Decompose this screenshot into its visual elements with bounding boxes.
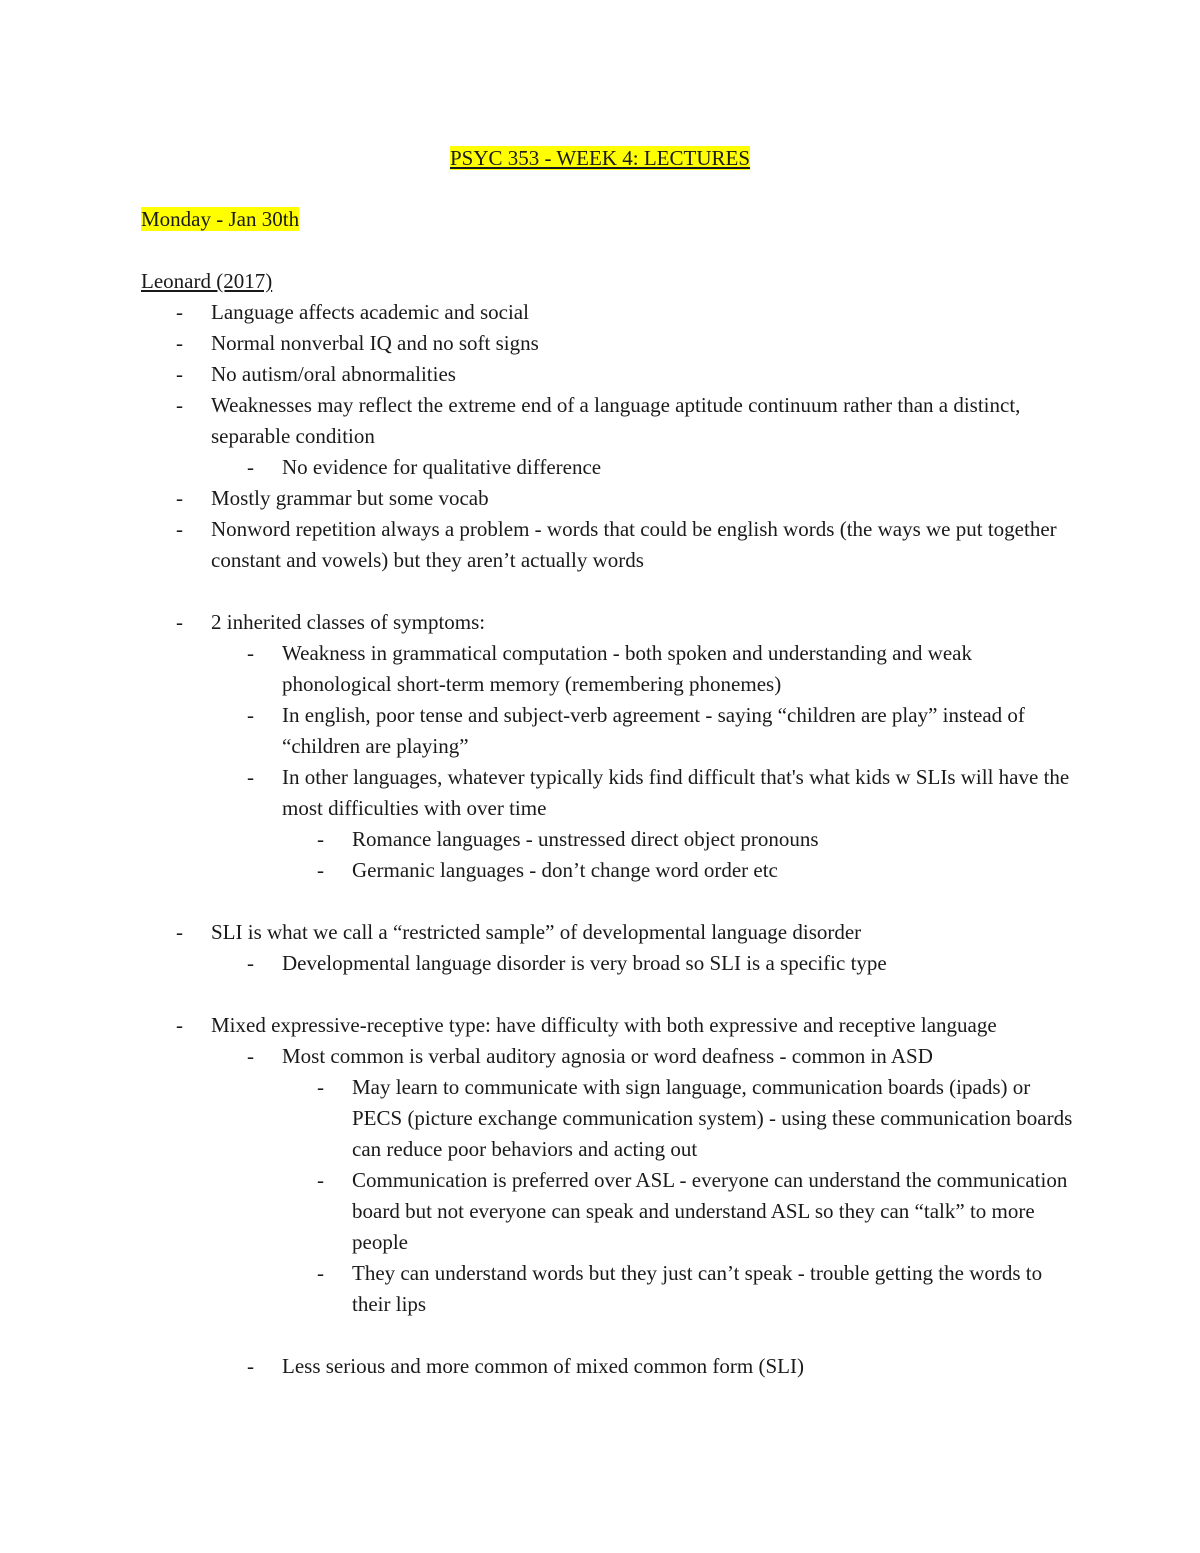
bullet-dash: - — [247, 1044, 254, 1068]
list-item-text: Less serious and more common of mixed common form (SLI) — [282, 1354, 804, 1378]
bullet-dash: - — [176, 920, 183, 944]
list-item — [141, 917, 1081, 948]
bullet-dash: - — [247, 455, 254, 479]
blank-line — [141, 886, 1081, 917]
date-heading — [141, 204, 299, 235]
bullet-dash: - — [247, 641, 254, 665]
list-item — [141, 700, 1081, 762]
list-item-text: Developmental language disorder is very broad so SLI is a specific type — [282, 951, 887, 975]
list-item-text: Nonword repetition always a problem - words that could be english words (the ways we put together constant and vowels) but they aren’t actually words — [211, 517, 1057, 572]
list-item-text: Mostly grammar but some vocab — [211, 486, 489, 510]
list-item — [141, 1041, 1081, 1072]
list-item — [141, 359, 1081, 390]
bullet-dash: - — [317, 1261, 324, 1285]
list-item-text: Most common is verbal auditory agnosia or word deafness - common in ASD — [282, 1044, 933, 1068]
list-item-text: In english, poor tense and subject-verb agreement - saying “children are play” instead of “children are playing” — [282, 703, 1025, 758]
list-item-text: They can understand words but they just can’t speak - trouble getting the words to their lips — [352, 1261, 1043, 1316]
list-item-text: Romance languages - unstressed direct object pronouns — [352, 827, 819, 851]
list-item-text: No evidence for qualitative difference — [282, 455, 602, 479]
list-item-text: Mixed expressive-receptive type: have difficulty with both expressive and receptive language — [211, 1013, 997, 1037]
bullet-dash: - — [176, 300, 183, 324]
list-item — [141, 1010, 1081, 1041]
date-highlight: Monday - Jan 30th — [141, 207, 300, 231]
list-item-text: Weaknesses may reflect the extreme end of a language aptitude continuum rather than a distinct, separable condition — [211, 393, 1021, 448]
list-item — [141, 328, 1081, 359]
list-item — [141, 452, 1081, 483]
blank-line — [141, 979, 1081, 1010]
list-item — [141, 483, 1081, 514]
list-item — [141, 1165, 1081, 1258]
list-item — [141, 762, 1081, 824]
bullet-dash: - — [247, 951, 254, 975]
list-item-text: 2 inherited classes of symptoms: — [211, 610, 486, 634]
list-item-text: In other languages, whatever typically kids find difficult that's what kids w SLIs will have the most difficulties with over time — [282, 765, 1070, 820]
list-item — [141, 855, 1081, 886]
document-title — [0, 143, 1200, 174]
list-item-text: Germanic languages - don’t change word order etc — [352, 858, 778, 882]
list-item — [141, 390, 1081, 452]
bullet-dash: - — [176, 362, 183, 386]
list-item — [141, 948, 1081, 979]
bullet-dash: - — [247, 765, 254, 789]
list-item-text: Language affects academic and social — [211, 300, 529, 324]
section-heading: Leonard (2017) — [141, 269, 273, 293]
list-item — [141, 1258, 1081, 1320]
bullet-dash: - — [317, 1168, 324, 1192]
notes-list — [141, 297, 1081, 1382]
blank-line — [141, 1320, 1081, 1351]
bullet-dash: - — [317, 1075, 324, 1099]
list-item — [141, 297, 1081, 328]
list-item-text: May learn to communicate with sign language, communication boards (ipads) or PECS (picture exchange communication system) - using these communication boards can reduce poor behaviors and acting out — [352, 1075, 1073, 1161]
list-item — [141, 1351, 1081, 1382]
bullet-dash: - — [176, 331, 183, 355]
list-item-text: No autism/oral abnormalities — [211, 362, 456, 386]
list-item — [141, 514, 1081, 576]
list-item — [141, 607, 1081, 638]
bullet-dash: - — [176, 486, 183, 510]
bullet-dash: - — [176, 517, 183, 541]
bullet-dash: - — [317, 827, 324, 851]
list-item-text: Normal nonverbal IQ and no soft signs — [211, 331, 539, 355]
list-item-text: Weakness in grammatical computation - both spoken and understanding and weak phonological short-term memory (remembering phonemes) — [282, 641, 972, 696]
bullet-dash: - — [247, 1354, 254, 1378]
list-item-text: SLI is what we call a “restricted sample” of developmental language disorder — [211, 920, 862, 944]
list-item-text: Communication is preferred over ASL - everyone can understand the communication board but not everyone can speak and understand ASL so they can “talk” to more people — [352, 1168, 1068, 1254]
blank-line — [141, 576, 1081, 607]
list-item — [141, 1072, 1081, 1165]
bullet-dash: - — [247, 703, 254, 727]
bullet-dash: - — [176, 393, 183, 417]
bullet-dash: - — [317, 858, 324, 882]
title-highlight: PSYC 353 - WEEK 4: LECTURES — [449, 146, 751, 170]
bullet-dash: - — [176, 610, 183, 634]
list-item — [141, 824, 1081, 855]
list-item — [141, 638, 1081, 700]
bullet-dash: - — [176, 1013, 183, 1037]
